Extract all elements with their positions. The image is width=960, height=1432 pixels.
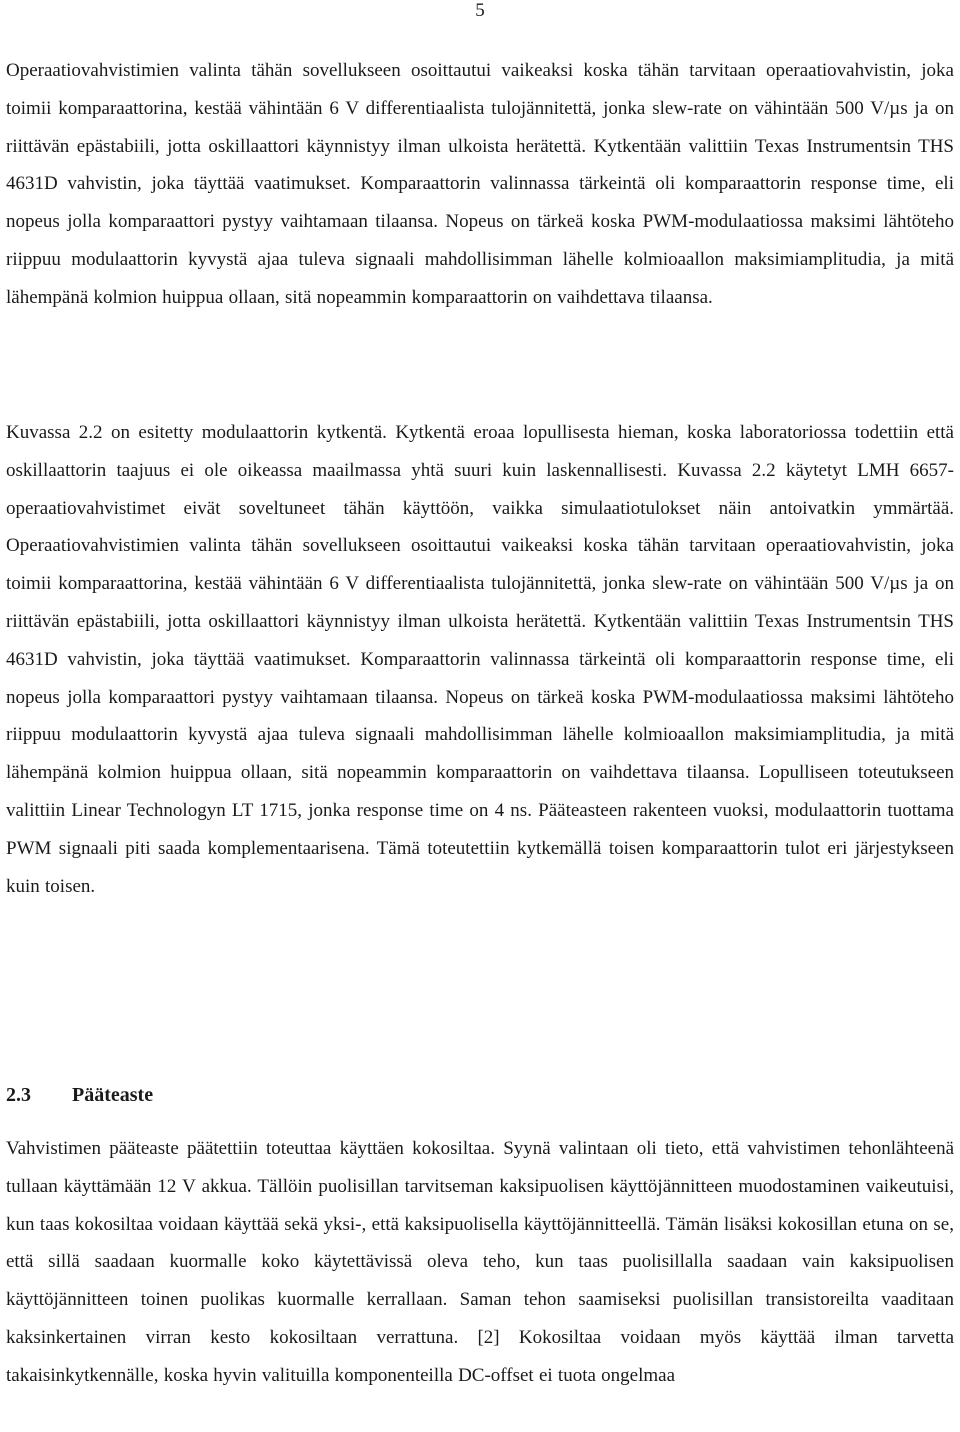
- section-title: Pääteaste: [72, 1084, 154, 1106]
- section-heading: [6, 1080, 153, 1110]
- body-paragraph-3: Vahvistimen pääteaste päätettiin toteuttaa käyttäen kokosiltaa. Syynä valintaan oli tieto, että vahvistimen tehonlähteenä tullaan käyttämään 12 V akkua. Tällöin puolisillan tarvitseman kaksipuolisen käyttöjännitteen muodostaminen vaikeutuisi, kun taas kokosiltaa voidaan käyttää sekä yksi-, että kaksipuolisella käyttöjännitteellä. Tämän lisäksi kokosillan etuna on se, että sillä saadaan kuormalle koko käytettävissä oleva teho, kun taas puolisillalla saadaan vain kaksipuolisen käyttöjännitteen toinen puolikas kuormalle kerrallaan. Saman tehon saamiseksi puolisillan transistoreilta vaaditaan kaksinkertainen virran kesto kokosiltaan verrattuna. [2] Kokosiltaa voidaan myös käyttää ilman tarvetta takaisinkytkennälle, koska hyvin valituilla komponenteilla DC-offset ei tuota ongelmaa: [6, 1138, 954, 1386]
- section-number: 2.3: [6, 1084, 31, 1106]
- page-number: 5: [475, 0, 485, 21]
- body-paragraph-2: Kuvassa 2.2 on esitetty modulaattorin kytkentä. Kytkentä eroaa lopullisesta hieman, koska laboratoriossa todettiin että oskillaattorin taajuus ei ole oikeassa maailmassa yhtä suuri kuin laskennallisesti. Kuvassa 2.2 käytetyt LMH 6657-operaatiovahvistimet eivät soveltuneet tähän käyttöön, vaikka simulaatiotulokset näin antoivatkin ymmärtää. Operaatiovahvistimien valinta tähän sovellukseen osoittautui vaikeaksi koska tähän tarvitaan operaatiovahvistin, joka toimii komparaattorina, kestää vähintään 6 V differentiaalista tulojännitettä, jonka slew-rate on vähintään 500 V/µs ja on riittävän epästabiili, jotta oskillaattori käynnistyy ilman ulkoista herätettä. Kytkentään valittiin Texas Instrumentsin THS 4631D vahvistin, joka täyttää vaatimukset. Komparaattorin valinnassa tärkeintä oli komparaattorin response time, eli nopeus jolla komparaattori pystyy vaihtamaan tilaansa. Nopeus on tärkeä koska PWM-modulaatiossa maksimi lähtöteho riippuu modulaattorin kyvystä ajaa tuleva signaali mahdollisimman lähelle kolmioaallon maksimiamplitudia, ja mitä lähempänä kolmion huippua ollaan, sitä nopeammin komparaattorin on vaihdettava tilaansa. Lopulliseen toteutukseen valittiin Linear Technologyn LT 1715, jonka response time on 4 ns. Pääteasteen rakenteen vuoksi, modulaattorin tuottama PWM signaali piti saada komplementaarisena. Tämä toteutettiin kytkemällä toisen komparaattorin tulot eri järjestykseen kuin toisen.: [6, 422, 954, 897]
- body-paragraph-1: Operaatiovahvistimien valinta tähän sovellukseen osoittautui vaikeaksi koska tähän tarvitaan operaatiovahvistin, joka toimii komparaattorina, kestää vähintään 6 V differentiaalista tulojännitettä, jonka slew-rate on vähintään 500 V/µs ja on riittävän epästabiili, jotta oskillaattori käynnistyy ilman ulkoista herätettä. Kytkentään valittiin Texas Instrumentsin THS 4631D vahvistin, joka täyttää vaatimukset. Komparaattorin valinnassa tärkeintä oli komparaattorin response time, eli nopeus jolla komparaattori pystyy vaihtamaan tilaansa. Nopeus on tärkeä koska PWM-modulaatiossa maksimi lähtöteho riippuu modulaattorin kyvystä ajaa tuleva signaali mahdollisimman lähelle kolmioaallon maksimiamplitudia, ja mitä lähempänä kolmion huippua ollaan, sitä nopeammin komparaattorin on vaihdettava tilaansa.: [6, 60, 954, 308]
